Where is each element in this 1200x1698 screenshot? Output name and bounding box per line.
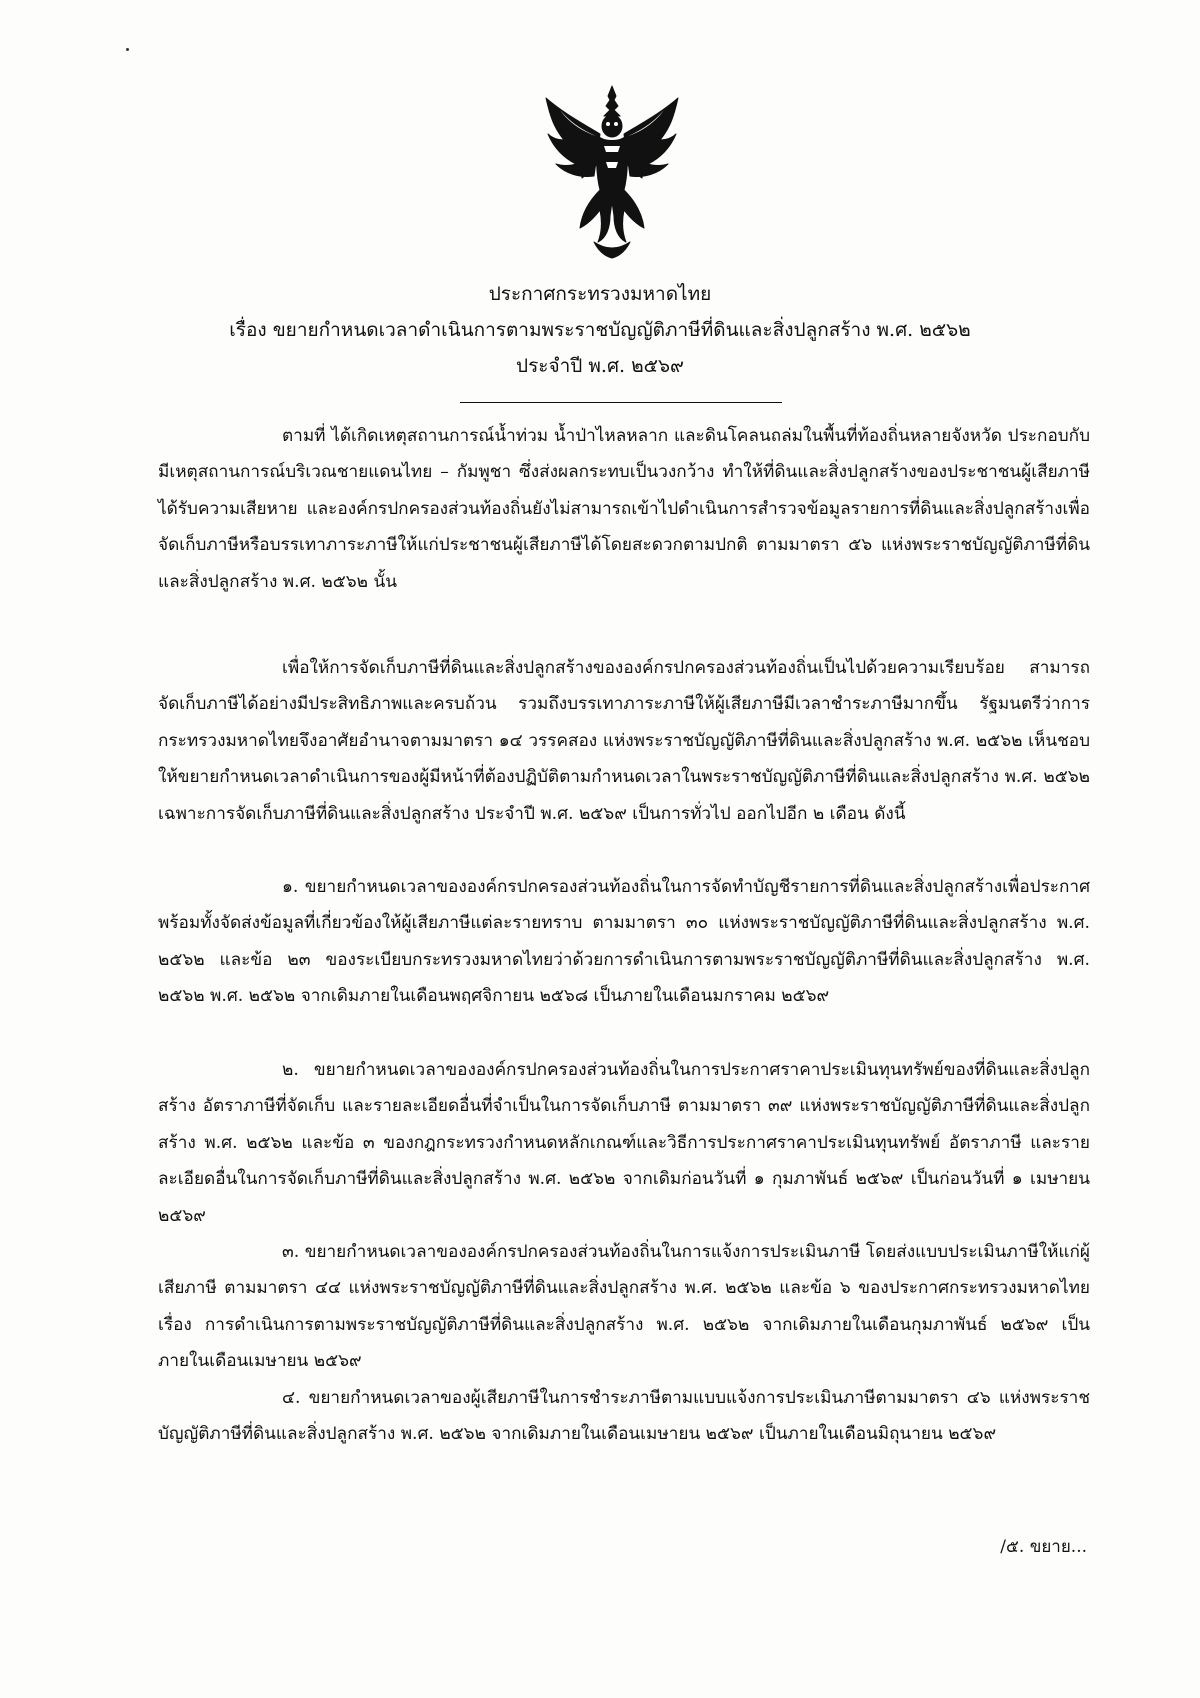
- announcement-title: ประกาศกระทรวงมหาดไทย: [488, 283, 712, 305]
- list-item-text: ๒. ขยายกำหนดเวลาขององค์กรปกครองส่วนท้องถิ่นในการประกาศราคาประเมินทุนทรัพย์ของที่ดินและสิ่งปลูกสร้าง อัตราภาษีที่จัดเก็บ และรายละเอียดอื่นที่จำเป็นในการจัดเก็บภาษี ตามมาตรา ๓๙ แห่งพระราชบัญญัติภาษีที่ดินและสิ่งปลูกสร้าง พ.ศ. ๒๕๖๒ และข้อ ๓ ของกฎกระทรวงกำหนดหลักเกณฑ์และวิธีการประกาศราคาประเมินทุนทรัพย์ อัตราภาษี และรายละเอียดอื่นในการจัดเก็บภาษีที่ดินและสิ่งปลูกสร้าง พ.ศ. ๒๕๖๒ จากเดิมก่อนวันที่ ๑ กุมภาพันธ์ ๒๕๖๙ เป็นก่อนวันที่ ๑ เมษายน ๒๕๖๙: [158, 1060, 1090, 1226]
- list-item-4: [158, 1380, 1090, 1453]
- scan-speck: [126, 48, 129, 51]
- list-item-2: [158, 1052, 1090, 1234]
- list-item-text: ๓. ขยายกำหนดเวลาขององค์กรปกครองส่วนท้องถิ่นในการแจ้งการประเมินภาษี โดยส่งแบบประเมินภาษีให้แก่ผู้เสียภาษี ตามมาตรา ๔๔ แห่งพระราชบัญญัติภาษีที่ดินและสิ่งปลูกสร้าง พ.ศ. ๒๕๖๒ และข้อ ๖ ของประกาศกระทรวงมหาดไทย เรื่อง การดำเนินการตามพระราชบัญญัติภาษีที่ดินและสิ่งปลูกสร้าง พ.ศ. ๒๕๖๒ จากเดิมภายในเดือนกุมภาพันธ์ ๒๕๖๙ เป็นภายในเดือนเมษายน ๒๕๖๙: [158, 1242, 1090, 1372]
- list-item-text: ๑. ขยายกำหนดเวลาขององค์กรปกครองส่วนท้องถิ่นในการจัดทำบัญชีรายการที่ดินและสิ่งปลูกสร้างเพื่อประกาศ พร้อมทั้งจัดส่งข้อมูลที่เกี่ยวข้องให้ผู้เสียภาษีแต่ละรายทราบ ตามมาตรา ๓๐ แห่งพระราชบัญญัติภาษีที่ดินและสิ่งปลูกสร้าง พ.ศ. ๒๕๖๒ และข้อ ๒๓ ของระเบียบกระทรวงมหาดไทยว่าด้วยการดำเนินการตามพระราชบัญญัติภาษีที่ดินและสิ่งปลูกสร้าง พ.ศ. ๒๕๖๒ พ.ศ. ๒๕๖๒ จากเดิมภายในเดือนพฤศจิกายน ๒๕๖๘ เป็นภายในเดือนมกราคม ๒๕๖๙: [158, 877, 1090, 1007]
- paragraph-purpose: [158, 650, 1090, 832]
- announcement-year: ประจำปี พ.ศ. ๒๕๖๙: [516, 355, 684, 377]
- garuda-emblem-icon: [540, 82, 684, 260]
- paragraph-text: เพื่อให้การจัดเก็บภาษีที่ดินและสิ่งปลูกสร้างขององค์กรปกครองส่วนท้องถิ่นเป็นไปด้วยความเรียบร้อย สามารถจัดเก็บภาษีได้อย่างมีประสิทธิภาพและครบถ้วน รวมถึงบรรเทาภาระภาษีให้ผู้เสียภาษีมีเวลาชำระภาษีมากขึ้น รัฐมนตรีว่าการกระทรวงมหาดไทยจึงอาศัยอำนาจตามมาตรา ๑๔ วรรคสอง แห่งพระราชบัญญัติภาษีที่ดินและสิ่งปลูกสร้าง พ.ศ. ๒๕๖๒ เห็นชอบให้ขยายกำหนดเวลาดำเนินการของผู้มีหน้าที่ต้องปฏิบัติตามกำหนดเวลาในพระราชบัญญัติภาษีที่ดินและสิ่งปลูกสร้าง พ.ศ. ๒๕๖๒ เฉพาะการจัดเก็บภาษีที่ดินและสิ่งปลูกสร้าง ประจำปี พ.ศ. ๒๕๖๙ เป็นการทั่วไป ออกไปอีก ๒ เดือน ดังนี้: [158, 658, 1090, 824]
- paragraph-text: ตามที่ ได้เกิดเหตุสถานการณ์น้ำท่วม น้ำป่าไหลหลาก และดินโคลนถล่มในพื้นที่ท้องถิ่นหลายจังหวัด ประกอบกับมีเหตุสถานการณ์บริเวณชายแดนไทย – กัมพูชา ซึ่งส่งผลกระทบเป็นวงกว้าง ทำให้ที่ดินและสิ่งปลูกสร้างของประชาชนผู้เสียภาษีได้รับความเสียหาย และองค์กรปกครองส่วนท้องถิ่นยังไม่สามารถเข้าไปดำเนินการสำรวจข้อมูลรายการที่ดินและสิ่งปลูกสร้างเพื่อจัดเก็บภาษีหรือบรรเทาภาระภาษีให้แก่ประชาชนผู้เสียภาษีได้โดยสะดวกตามปกติ ตามมาตรา ๕๖ แห่งพระราชบัญญัติภาษีที่ดินและสิ่งปลูกสร้าง พ.ศ. ๒๕๖๒ นั้น: [158, 426, 1090, 592]
- list-item-text: ๔. ขยายกำหนดเวลาของผู้เสียภาษีในการชำระภาษีตามแบบแจ้งการประเมินภาษีตามมาตรา ๔๖ แห่งพระราชบัญญัติภาษีที่ดินและสิ่งปลูกสร้าง พ.ศ. ๒๕๖๒ จากเดิมภายในเดือนเมษายน ๒๕๖๙ เป็นภายในเดือนมิถุนายน ๒๕๖๙: [158, 1388, 1090, 1445]
- announcement-subject: เรื่อง ขยายกำหนดเวลาดำเนินการตามพระราชบัญญัติภาษีที่ดินและสิ่งปลูกสร้าง พ.ศ. ๒๕๖๒: [229, 319, 971, 341]
- list-item-3: [158, 1234, 1090, 1380]
- title-divider: [460, 402, 782, 403]
- page-continuation-marker: /๕. ขยาย...: [1000, 1537, 1087, 1557]
- list-item-1: [158, 869, 1090, 1015]
- paragraph-background: [158, 418, 1090, 600]
